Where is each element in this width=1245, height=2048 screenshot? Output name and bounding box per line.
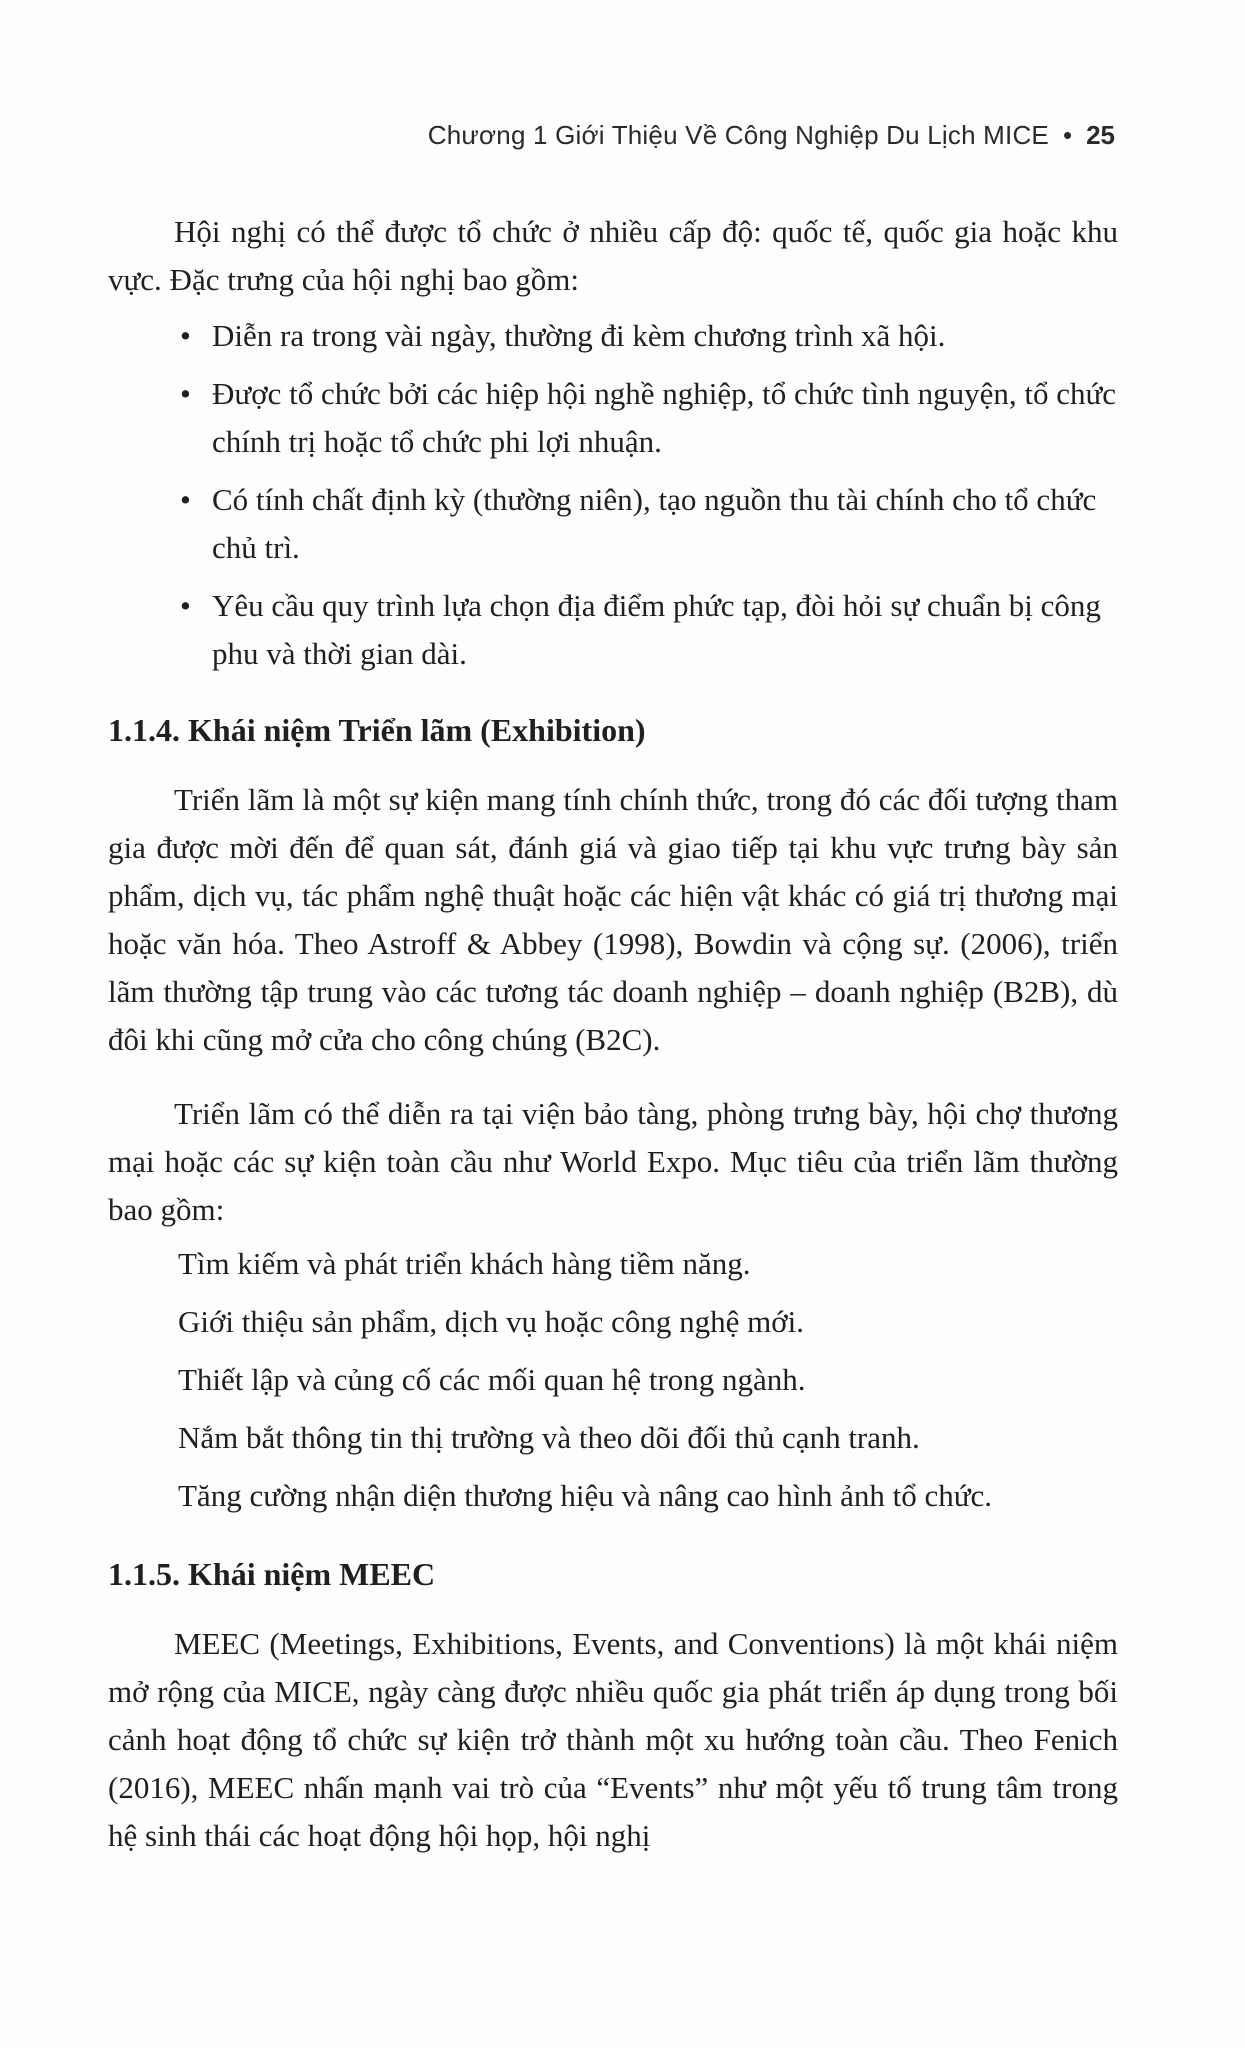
exhibition-paragraph-2: Triển lãm có thể diễn ra tại viện bảo tàng, phòng trưng bày, hội chợ thương mại hoặc các sự kiện toàn cầu như World Expo. Mục tiêu của triển lãm thường bao gồm:: [108, 1096, 1118, 1227]
bullet-dot: •: [180, 482, 191, 517]
intro-paragraph: Hội nghị có thể được tổ chức ở nhiều cấp độ: quốc tế, quốc gia hoặc khu vực. Đặc trưng của hội nghị bao gồm:: [108, 214, 1118, 297]
chapter-title: Chương 1 Giới Thiệu Về Công Nghiệp Du Lịch MICE: [427, 120, 1049, 150]
list-item-text: Có tính chất định kỳ (thường niên), tạo nguồn thu tài chính cho tổ chức chủ trì.: [212, 482, 1097, 565]
bullet-dot: •: [180, 376, 191, 411]
list-item-text: Yêu cầu quy trình lựa chọn địa điểm phức tạp, đòi hỏi sự chuẩn bị công phu và thời gian dài.: [212, 588, 1101, 671]
exhibition-goals-list: [108, 1240, 1118, 1520]
bullet-dot: •: [180, 318, 191, 353]
list-item: Thiết lập và củng cố các mối quan hệ trong ngành.: [178, 1362, 806, 1397]
list-item: Giới thiệu sản phẩm, dịch vụ hoặc công nghệ mới.: [178, 1304, 804, 1339]
meec-paragraph: MEEC (Meetings, Exhibitions, Events, and Conventions) là một khái niệm mở rộng của MICE, ngày càng được nhiều quốc gia phát triển áp dụng trong bối cảnh hoạt động tổ chức sự kiện trở thành một xu hướng toàn cầu. Theo Fenich (2016), MEEC nhấn mạnh vai trò của “Events” như một yếu tố trung tâm trong hệ sinh thái các hoạt động hội họp, hội nghị: [108, 1626, 1118, 1853]
list-item-text: Diễn ra trong vài ngày, thường đi kèm chương trình xã hội.: [212, 318, 946, 353]
list-item: [108, 370, 1118, 466]
list-item: [108, 582, 1118, 678]
section-heading-meec: 1.1.5. Khái niệm MEEC: [108, 1556, 436, 1592]
list-item: Tăng cường nhận diện thương hiệu và nâng cao hình ảnh tổ chức.: [178, 1478, 993, 1513]
list-item: Nắm bắt thông tin thị trường và theo dõi đối thủ cạnh tranh.: [178, 1420, 920, 1455]
list-item: Tìm kiếm và phát triển khách hàng tiềm năng.: [178, 1246, 751, 1281]
list-item: [108, 312, 1118, 360]
conference-features-list: [108, 312, 1118, 678]
list-item-text: Được tổ chức bởi các hiệp hội nghề nghiệp, tổ chức tình nguyện, tổ chức chính trị hoặc tổ chức phi lợi nhuận.: [212, 376, 1117, 459]
bullet-dot: •: [180, 588, 191, 623]
page-number: 25: [1086, 120, 1115, 150]
page-body: [108, 208, 1118, 1860]
header-separator: •: [1062, 120, 1073, 150]
running-header: [428, 120, 1115, 151]
list-item: [108, 476, 1118, 572]
section-heading-exhibition: 1.1.4. Khái niệm Triển lãm (Exhibition): [108, 712, 646, 748]
exhibition-paragraph-1: Triển lãm là một sự kiện mang tính chính thức, trong đó các đối tượng tham gia được mời đến để quan sát, đánh giá và giao tiếp tại khu vực trưng bày sản phẩm, dịch vụ, tác phẩm nghệ thuật hoặc các hiện vật khác có giá trị thương mại hoặc văn hóa. Theo Astroff & Abbey (1998), Bowdin và cộng sự. (2006), triển lãm thường tập trung vào các tương tác doanh nghiệp – doanh nghiệp (B2B), dù đôi khi cũng mở cửa cho công chúng (B2C).: [108, 782, 1118, 1057]
